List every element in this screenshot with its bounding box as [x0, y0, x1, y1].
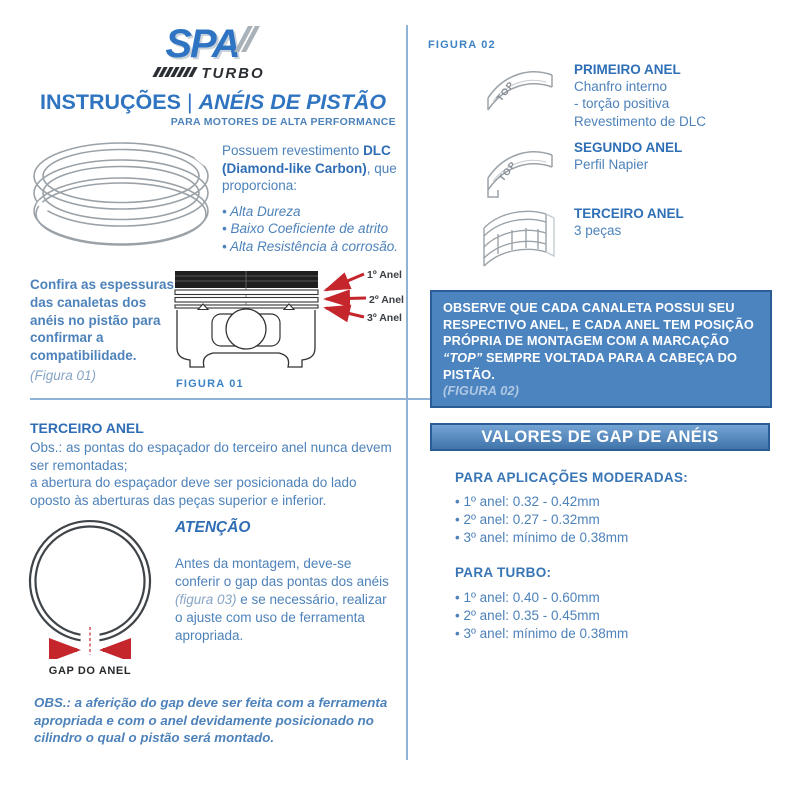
top-marking: TOP — [494, 79, 518, 104]
observe-callout-box — [430, 290, 772, 408]
dlc-coating-text — [222, 142, 400, 255]
top-marking: TOP — [496, 159, 520, 184]
figure01-reference: (Figura 01) — [30, 368, 97, 384]
page-subtitle: PARA MOTORES DE ALTA PERFORMANCE — [170, 116, 396, 128]
turbo-list — [455, 589, 628, 643]
title-separator: | — [186, 90, 193, 114]
first-ring-drawing — [480, 62, 560, 120]
third-ring-row — [474, 206, 784, 272]
ring-desc-line: Perfil Napier — [574, 157, 649, 172]
observe-figure-ref: (FIGURA 02) — [443, 383, 519, 399]
coating-tail: , que proporciona: — [222, 160, 397, 194]
coating-diamond: (Diamond-like Carbon) — [222, 160, 367, 176]
third-ring-note-2: a abertura do espaçador deve ser posicionada do lado oposto às aberturas das peças superior e inferior. — [30, 475, 357, 508]
rings-stack-drawing — [26, 136, 216, 254]
vertical-divider — [406, 25, 408, 760]
gap-values-title: VALORES DE GAP DE ANÉIS — [481, 427, 719, 446]
page-title-block — [40, 90, 396, 128]
ring-desc-line: Chanfro interno — [574, 79, 668, 94]
logo-bars-icon — [155, 64, 197, 82]
coating-intro: Possuem revestimento — [222, 143, 364, 158]
list-item: • 3º anel: mínimo de 0.38mm — [455, 529, 628, 547]
list-item: • Baixo Coeficiente de atrito — [222, 220, 400, 238]
observe-text: OBSERVE QUE CADA CANALETA POSSUI SEU RESPECTIVO ANEL, E CADA ANEL TEM POSIÇÃO PRÓPRIA DE MONTAGEM COM A MARCAÇÃO — [443, 300, 754, 349]
ring2-label: 2º Anel — [369, 294, 404, 306]
second-ring-drawing — [480, 140, 560, 202]
groove-check-text — [30, 276, 182, 385]
figure02-caption: FIGURA 02 — [428, 39, 496, 51]
observe-top-marking: “TOP” — [443, 349, 483, 365]
moderate-applications-heading: PARA APLICAÇÕES MODERADAS: — [455, 470, 689, 485]
ring-desc-line: - torção positiva — [574, 96, 670, 112]
turbo-heading: PARA TURBO: — [455, 565, 552, 580]
list-item: • Alta Resistência à corrosão. — [222, 238, 400, 256]
list-item: • 2º anel: 0.27 - 0.32mm — [455, 511, 628, 529]
ring1-label: 1º Anel — [367, 269, 402, 281]
first-ring-title: PRIMEIRO ANEL — [574, 62, 681, 77]
gap-label: GAP DO ANEL — [48, 665, 132, 677]
groove-check-body: Confira as espessuras das canaletas dos anéis no pistão para confirmar a compatibilidade. — [30, 277, 175, 364]
piston-rings-illustration — [26, 136, 216, 259]
gap-values-header — [430, 423, 770, 451]
gap-figure — [10, 509, 170, 677]
attention-body — [175, 555, 393, 645]
figure01 — [172, 262, 406, 390]
ring3-label: 3º Anel — [367, 312, 402, 324]
second-ring-text — [574, 140, 682, 202]
figure01-caption: FIGURA 01 — [176, 378, 244, 390]
attention-title: ATENÇÃO — [175, 519, 251, 536]
third-ring-section-body — [30, 439, 398, 509]
attention-text-tail: e se necessário, realizar o ajuste com uso de ferramenta apropriada. — [175, 591, 387, 643]
gap-measurement-footnote: OBS.: a aferição do gap deve ser feita com a ferramenta apropriada e com o anel devidamente posicionado no cilindro o qual o pistão será montado. — [34, 695, 388, 746]
logo-brand-text: SPA — [165, 22, 239, 66]
spa-turbo-logo — [115, 24, 305, 82]
moderate-applications-list — [455, 493, 628, 547]
third-ring-text — [574, 206, 684, 272]
title-instrucoes: INSTRUÇÕES — [40, 90, 181, 114]
third-ring-section-title: TERCEIRO ANEL — [30, 420, 144, 436]
ring-desc-line: 3 peças — [574, 223, 622, 238]
third-ring-drawing — [474, 206, 560, 272]
list-item: • Alta Dureza — [222, 203, 400, 221]
list-item: • 1º anel: 0.32 - 0.42mm — [455, 493, 628, 511]
ring-gap-drawing — [10, 509, 170, 659]
piston-drawing — [172, 262, 406, 370]
list-item: • 3º anel: mínimo de 0.38mm — [455, 625, 628, 643]
observe-text-tail: SEMPRE VOLTADA PARA A CABEÇA DO PISTÃO. — [443, 349, 738, 382]
second-ring-title: SEGUNDO ANEL — [574, 140, 683, 155]
figure03-reference: (figura 03) — [175, 591, 237, 607]
logo-slashes-icon — [241, 26, 255, 57]
logo-turbo-text: TURBO — [201, 64, 265, 82]
coating-benefits-list — [222, 203, 400, 256]
second-ring-row — [480, 140, 790, 202]
page-title — [40, 90, 396, 115]
third-ring-note-1: Obs.: as pontas do espaçador do terceiro anel nunca devem ser remontadas; — [30, 440, 392, 473]
first-ring-text — [574, 62, 706, 130]
coating-dlc: DLC — [363, 143, 391, 158]
logo-subline — [115, 64, 305, 82]
ring-desc-line: Revestimento de DLC — [574, 113, 707, 129]
list-item: • 2º anel: 0.35 - 0.45mm — [455, 607, 628, 625]
list-item: • 1º anel: 0.40 - 0.60mm — [455, 589, 628, 607]
third-ring-title: TERCEIRO ANEL — [574, 206, 684, 221]
attention-text: Antes da montagem, deve-se conferir o gap das pontas dos anéis — [175, 556, 389, 589]
first-ring-row — [480, 62, 790, 130]
title-aneis: ANÉIS DE PISTÃO — [198, 90, 387, 114]
